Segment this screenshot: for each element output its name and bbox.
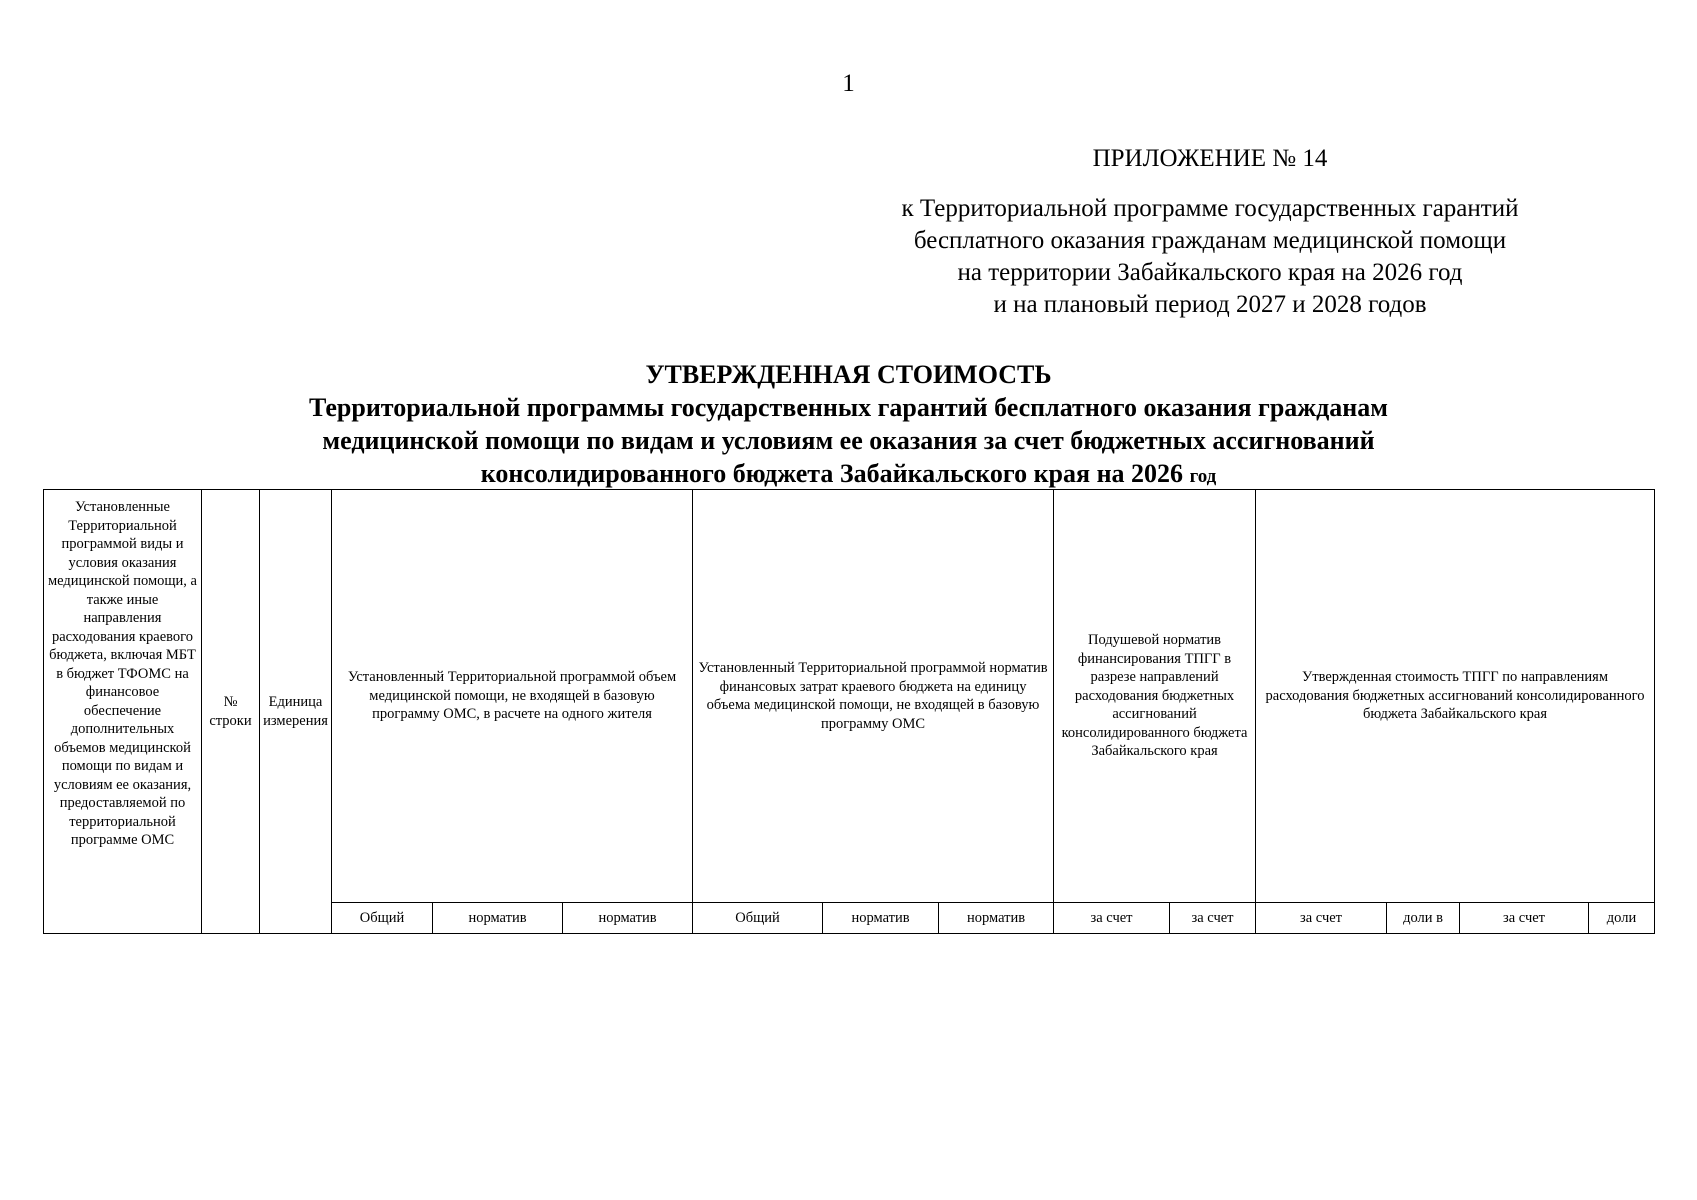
- subheader-approved-share: доли: [1589, 903, 1655, 934]
- page-number: 1: [842, 70, 855, 97]
- appendix-subtitle-line: к Территориальной программе государственных гарантий: [901, 195, 1519, 222]
- subheader-volume-norm: норматив: [433, 903, 563, 934]
- subheader-approved-share: доли в: [1387, 903, 1460, 934]
- header-unit: Единица измерения: [260, 490, 332, 934]
- subheader-per-capita: за счет: [1054, 903, 1170, 934]
- header-approved-cost: Утвержденная стоимость ТПГГ по направлениям расходования бюджетных ассигнований консолидированного бюджета Забайкальского края: [1256, 490, 1655, 903]
- subheader-per-capita: за счет: [1170, 903, 1256, 934]
- subheader-volume-norm: норматив: [563, 903, 693, 934]
- title-line: УТВЕРЖДЕННАЯ СТОИМОСТЬ: [645, 360, 1052, 389]
- title-line: [160, 457, 1537, 493]
- header-volume: Установленный Территориальной программой объем медицинской помощи, не входящей в базовую программу ОМС, в расчете на одного жителя: [332, 490, 693, 903]
- appendix-title: ПРИЛОЖЕНИЕ № 14: [1092, 145, 1328, 172]
- title-line-main: консолидированного бюджета Забайкальского края на 2026: [480, 459, 1190, 488]
- subheader-approved-cost: за счет: [1256, 903, 1387, 934]
- appendix-subtitle-line: и на плановый период 2027 и 2028 годов: [993, 291, 1427, 318]
- title-line: медицинской помощи по видам и условиям ее оказания за счет бюджетных ассигнований: [322, 426, 1375, 455]
- appendix-subtitle: [850, 193, 1570, 321]
- header-types: Установленные Территориальной программой виды и условия оказания медицинской помощи, а также иные направления расходования краевого бюджета, включая МБТ в бюджет ТФОМС на финансовое обеспечение дополнительных объемов медицинской помощи по видам и условиям ее оказания, предоставляемой по территориальной программе ОМС: [44, 490, 202, 934]
- subheader-cost-total: Общий: [693, 903, 823, 934]
- budget-table: [43, 489, 1655, 934]
- appendix-subtitle-line: на территории Забайкальского края на 2026 год: [957, 259, 1463, 286]
- subheader-cost-norm: норматив: [939, 903, 1054, 934]
- appendix-subtitle-line: бесплатного оказания гражданам медицинской помощи: [913, 227, 1507, 254]
- subheader-cost-norm: норматив: [823, 903, 939, 934]
- title-line: Территориальной программы государственных гарантий бесплатного оказания гражданам: [309, 393, 1388, 422]
- subheader-approved-cost: за счет: [1460, 903, 1589, 934]
- header-per-capita: Подушевой норматив финансирования ТПГГ в разрезе направлений расходования бюджетных ассигнований консолидированного бюджета Забайкальского края: [1054, 490, 1256, 903]
- subheader-volume-total: Общий: [332, 903, 433, 934]
- header-row-number: № строки: [202, 490, 260, 934]
- header-cost-norm: Установленный Территориальной программой норматив финансовых затрат краевого бюджета на единицу объема медицинской помощи, не входящей в базовую программу ОМС: [693, 490, 1054, 903]
- document-title: [160, 358, 1537, 493]
- title-line-year-word: год: [1189, 466, 1217, 487]
